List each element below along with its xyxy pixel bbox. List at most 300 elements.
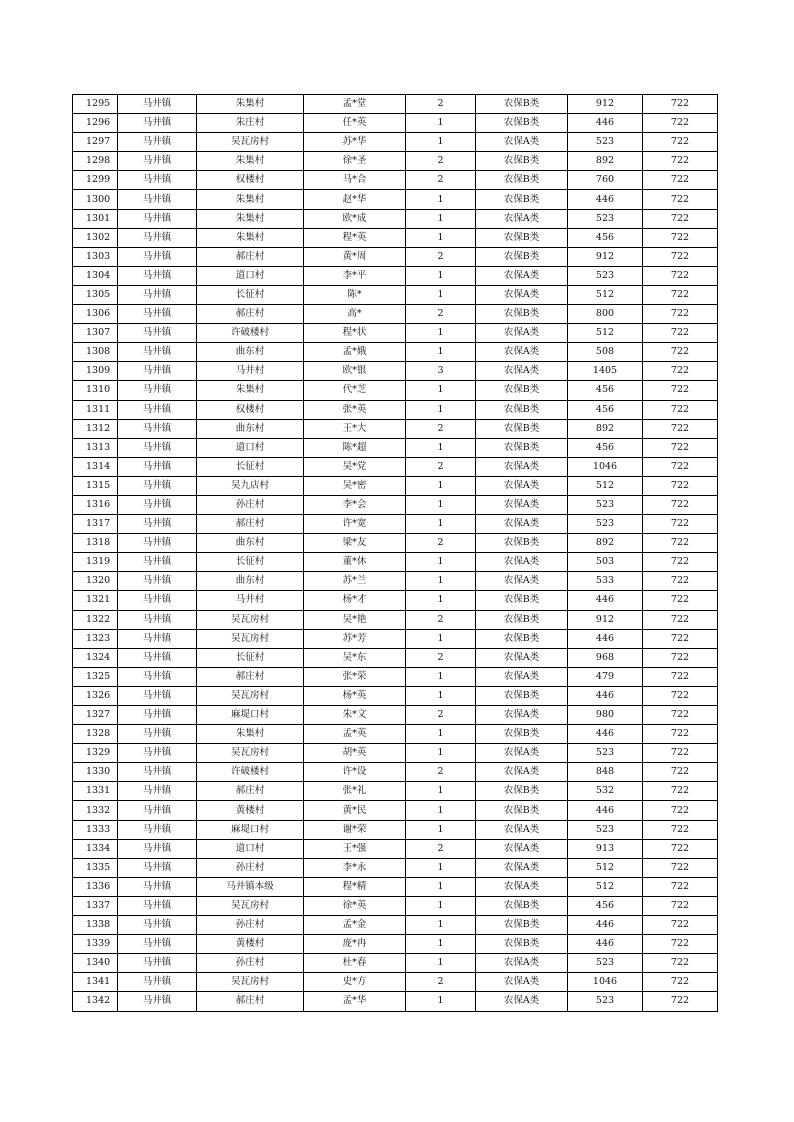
name-cell: 陈* <box>304 285 406 304</box>
town-cell: 马井镇 <box>118 858 197 877</box>
table-row <box>73 820 718 839</box>
standard-cell: 722 <box>643 457 718 476</box>
town-cell: 马井镇 <box>118 534 197 553</box>
count-cell: 2 <box>406 305 476 324</box>
amount-cell: 456 <box>568 896 643 915</box>
town-cell: 马井镇 <box>118 228 197 247</box>
records-table <box>72 94 718 1012</box>
row-number: 1299 <box>73 171 118 190</box>
table-row <box>73 457 718 476</box>
count-cell: 1 <box>406 954 476 973</box>
table-row <box>73 209 718 228</box>
name-cell: 吴*党 <box>304 457 406 476</box>
name-cell: 欧*成 <box>304 209 406 228</box>
village-cell: 道口村 <box>197 438 304 457</box>
amount-cell: 980 <box>568 706 643 725</box>
town-cell: 马井镇 <box>118 400 197 419</box>
amount-cell: 512 <box>568 476 643 495</box>
count-cell: 2 <box>406 839 476 858</box>
count-cell: 1 <box>406 877 476 896</box>
standard-cell: 722 <box>643 515 718 534</box>
village-cell: 曲东村 <box>197 572 304 591</box>
table-row <box>73 419 718 438</box>
village-cell: 权楼村 <box>197 400 304 419</box>
count-cell: 1 <box>406 858 476 877</box>
table-row <box>73 877 718 896</box>
town-cell: 马井镇 <box>118 133 197 152</box>
village-cell: 道口村 <box>197 266 304 285</box>
row-number: 1329 <box>73 744 118 763</box>
row-number: 1335 <box>73 858 118 877</box>
name-cell: 许*设 <box>304 763 406 782</box>
amount-cell: 523 <box>568 744 643 763</box>
row-number: 1305 <box>73 285 118 304</box>
village-cell: 郝庄村 <box>197 247 304 266</box>
category-cell: 农保B类 <box>476 114 568 133</box>
village-cell: 长征村 <box>197 553 304 572</box>
table-body <box>73 95 718 1012</box>
count-cell: 1 <box>406 686 476 705</box>
amount-cell: 512 <box>568 877 643 896</box>
amount-cell: 479 <box>568 667 643 686</box>
town-cell: 马井镇 <box>118 782 197 801</box>
count-cell: 2 <box>406 610 476 629</box>
row-number: 1325 <box>73 667 118 686</box>
town-cell: 马井镇 <box>118 419 197 438</box>
town-cell: 马井镇 <box>118 992 197 1011</box>
count-cell: 1 <box>406 285 476 304</box>
category-cell: 农保A类 <box>476 744 568 763</box>
amount-cell: 1405 <box>568 362 643 381</box>
standard-cell: 722 <box>643 305 718 324</box>
table-row <box>73 801 718 820</box>
count-cell: 1 <box>406 553 476 572</box>
standard-cell: 722 <box>643 228 718 247</box>
town-cell: 马井镇 <box>118 820 197 839</box>
standard-cell: 722 <box>643 400 718 419</box>
village-cell: 许破楼村 <box>197 763 304 782</box>
row-number: 1334 <box>73 839 118 858</box>
row-number: 1312 <box>73 419 118 438</box>
category-cell: 农保B类 <box>476 419 568 438</box>
row-number: 1342 <box>73 992 118 1011</box>
standard-cell: 722 <box>643 209 718 228</box>
table-row <box>73 916 718 935</box>
amount-cell: 446 <box>568 629 643 648</box>
standard-cell: 722 <box>643 973 718 992</box>
amount-cell: 446 <box>568 801 643 820</box>
table-row <box>73 305 718 324</box>
amount-cell: 523 <box>568 495 643 514</box>
town-cell: 马井镇 <box>118 152 197 171</box>
standard-cell: 722 <box>643 438 718 457</box>
row-number: 1340 <box>73 954 118 973</box>
amount-cell: 456 <box>568 381 643 400</box>
name-cell: 代*芝 <box>304 381 406 400</box>
table-row <box>73 973 718 992</box>
amount-cell: 512 <box>568 858 643 877</box>
name-cell: 吴*密 <box>304 476 406 495</box>
count-cell: 1 <box>406 324 476 343</box>
category-cell: 农保B类 <box>476 247 568 266</box>
count-cell: 1 <box>406 992 476 1011</box>
count-cell: 1 <box>406 801 476 820</box>
village-cell: 吴瓦房村 <box>197 686 304 705</box>
name-cell: 许*宽 <box>304 515 406 534</box>
standard-cell: 722 <box>643 133 718 152</box>
category-cell: 农保A类 <box>476 209 568 228</box>
table-row <box>73 190 718 209</box>
standard-cell: 722 <box>643 916 718 935</box>
row-number: 1317 <box>73 515 118 534</box>
town-cell: 马井镇 <box>118 896 197 915</box>
town-cell: 马井镇 <box>118 285 197 304</box>
amount-cell: 523 <box>568 992 643 1011</box>
row-number: 1323 <box>73 629 118 648</box>
standard-cell: 722 <box>643 419 718 438</box>
town-cell: 马井镇 <box>118 686 197 705</box>
village-cell: 长征村 <box>197 285 304 304</box>
village-cell: 吴瓦房村 <box>197 629 304 648</box>
standard-cell: 722 <box>643 362 718 381</box>
standard-cell: 722 <box>643 266 718 285</box>
count-cell: 2 <box>406 534 476 553</box>
category-cell: 农保A类 <box>476 648 568 667</box>
amount-cell: 503 <box>568 553 643 572</box>
amount-cell: 512 <box>568 285 643 304</box>
town-cell: 马井镇 <box>118 171 197 190</box>
village-cell: 朱集村 <box>197 725 304 744</box>
category-cell: 农保A类 <box>476 362 568 381</box>
town-cell: 马井镇 <box>118 706 197 725</box>
category-cell: 农保A类 <box>476 572 568 591</box>
name-cell: 孟*金 <box>304 916 406 935</box>
category-cell: 农保B类 <box>476 381 568 400</box>
standard-cell: 722 <box>643 858 718 877</box>
village-cell: 孙庄村 <box>197 954 304 973</box>
standard-cell: 722 <box>643 629 718 648</box>
category-cell: 农保A类 <box>476 954 568 973</box>
count-cell: 1 <box>406 476 476 495</box>
row-number: 1338 <box>73 916 118 935</box>
standard-cell: 722 <box>643 706 718 725</box>
count-cell: 2 <box>406 763 476 782</box>
town-cell: 马井镇 <box>118 362 197 381</box>
town-cell: 马井镇 <box>118 916 197 935</box>
name-cell: 陈*超 <box>304 438 406 457</box>
name-cell: 庞*冉 <box>304 935 406 954</box>
name-cell: 李*平 <box>304 266 406 285</box>
amount-cell: 913 <box>568 839 643 858</box>
amount-cell: 446 <box>568 114 643 133</box>
row-number: 1320 <box>73 572 118 591</box>
village-cell: 曲东村 <box>197 343 304 362</box>
village-cell: 黄楼村 <box>197 801 304 820</box>
count-cell: 1 <box>406 667 476 686</box>
row-number: 1330 <box>73 763 118 782</box>
amount-cell: 446 <box>568 190 643 209</box>
category-cell: 农保A类 <box>476 877 568 896</box>
town-cell: 马井镇 <box>118 667 197 686</box>
count-cell: 2 <box>406 419 476 438</box>
standard-cell: 722 <box>643 190 718 209</box>
village-cell: 曲东村 <box>197 419 304 438</box>
count-cell: 1 <box>406 228 476 247</box>
village-cell: 许破楼村 <box>197 324 304 343</box>
standard-cell: 722 <box>643 324 718 343</box>
count-cell: 1 <box>406 916 476 935</box>
row-number: 1296 <box>73 114 118 133</box>
village-cell: 权楼村 <box>197 171 304 190</box>
count-cell: 2 <box>406 973 476 992</box>
town-cell: 马井镇 <box>118 266 197 285</box>
name-cell: 梁*友 <box>304 534 406 553</box>
amount-cell: 523 <box>568 133 643 152</box>
amount-cell: 533 <box>568 572 643 591</box>
row-number: 1301 <box>73 209 118 228</box>
village-cell: 吴瓦房村 <box>197 133 304 152</box>
amount-cell: 912 <box>568 610 643 629</box>
name-cell: 徐*英 <box>304 896 406 915</box>
category-cell: 农保B类 <box>476 935 568 954</box>
category-cell: 农保A类 <box>476 457 568 476</box>
standard-cell: 722 <box>643 648 718 667</box>
row-number: 1322 <box>73 610 118 629</box>
count-cell: 1 <box>406 266 476 285</box>
town-cell: 马井镇 <box>118 114 197 133</box>
village-cell: 朱集村 <box>197 228 304 247</box>
town-cell: 马井镇 <box>118 973 197 992</box>
name-cell: 张*英 <box>304 400 406 419</box>
row-number: 1303 <box>73 247 118 266</box>
table-row <box>73 858 718 877</box>
count-cell: 1 <box>406 515 476 534</box>
standard-cell: 722 <box>643 534 718 553</box>
village-cell: 朱集村 <box>197 95 304 114</box>
row-number: 1328 <box>73 725 118 744</box>
row-number: 1324 <box>73 648 118 667</box>
table-row <box>73 667 718 686</box>
name-cell: 张*荣 <box>304 667 406 686</box>
name-cell: 徐*圣 <box>304 152 406 171</box>
count-cell: 1 <box>406 381 476 400</box>
name-cell: 李*永 <box>304 858 406 877</box>
row-number: 1313 <box>73 438 118 457</box>
standard-cell: 722 <box>643 935 718 954</box>
standard-cell: 722 <box>643 247 718 266</box>
name-cell: 苏*华 <box>304 133 406 152</box>
table-row <box>73 896 718 915</box>
amount-cell: 523 <box>568 209 643 228</box>
table-row <box>73 839 718 858</box>
town-cell: 马井镇 <box>118 95 197 114</box>
town-cell: 马井镇 <box>118 839 197 858</box>
standard-cell: 722 <box>643 686 718 705</box>
standard-cell: 722 <box>643 476 718 495</box>
category-cell: 农保A类 <box>476 992 568 1011</box>
category-cell: 农保A类 <box>476 476 568 495</box>
amount-cell: 446 <box>568 935 643 954</box>
row-number: 1339 <box>73 935 118 954</box>
town-cell: 马井镇 <box>118 877 197 896</box>
count-cell: 1 <box>406 133 476 152</box>
row-number: 1309 <box>73 362 118 381</box>
table-row <box>73 362 718 381</box>
town-cell: 马井镇 <box>118 305 197 324</box>
village-cell: 吴瓦房村 <box>197 610 304 629</box>
category-cell: 农保B类 <box>476 400 568 419</box>
town-cell: 马井镇 <box>118 381 197 400</box>
town-cell: 马井镇 <box>118 763 197 782</box>
village-cell: 朱集村 <box>197 190 304 209</box>
name-cell: 杨*英 <box>304 686 406 705</box>
table-row <box>73 725 718 744</box>
name-cell: 马*合 <box>304 171 406 190</box>
count-cell: 1 <box>406 190 476 209</box>
table-row <box>73 324 718 343</box>
table-row <box>73 706 718 725</box>
name-cell: 程*精 <box>304 877 406 896</box>
standard-cell: 722 <box>643 667 718 686</box>
table-row <box>73 266 718 285</box>
village-cell: 郝庄村 <box>197 515 304 534</box>
standard-cell: 722 <box>643 820 718 839</box>
category-cell: 农保A类 <box>476 495 568 514</box>
town-cell: 马井镇 <box>118 209 197 228</box>
row-number: 1332 <box>73 801 118 820</box>
table-row <box>73 400 718 419</box>
count-cell: 2 <box>406 152 476 171</box>
village-cell: 朱庄村 <box>197 114 304 133</box>
town-cell: 马井镇 <box>118 476 197 495</box>
amount-cell: 523 <box>568 515 643 534</box>
count-cell: 1 <box>406 744 476 763</box>
table-row <box>73 133 718 152</box>
count-cell: 1 <box>406 896 476 915</box>
row-number: 1319 <box>73 553 118 572</box>
category-cell: 农保B类 <box>476 916 568 935</box>
town-cell: 马井镇 <box>118 324 197 343</box>
row-number: 1308 <box>73 343 118 362</box>
village-cell: 麻堤口村 <box>197 820 304 839</box>
row-number: 1327 <box>73 706 118 725</box>
category-cell: 农保A类 <box>476 553 568 572</box>
table-row <box>73 495 718 514</box>
village-cell: 郝庄村 <box>197 782 304 801</box>
category-cell: 农保B类 <box>476 171 568 190</box>
amount-cell: 760 <box>568 171 643 190</box>
name-cell: 黄*周 <box>304 247 406 266</box>
count-cell: 1 <box>406 629 476 648</box>
table-row <box>73 114 718 133</box>
name-cell: 谢*荣 <box>304 820 406 839</box>
category-cell: 农保A类 <box>476 266 568 285</box>
village-cell: 孙庄村 <box>197 495 304 514</box>
row-number: 1297 <box>73 133 118 152</box>
table-row <box>73 744 718 763</box>
town-cell: 马井镇 <box>118 725 197 744</box>
standard-cell: 722 <box>643 801 718 820</box>
category-cell: 农保A类 <box>476 515 568 534</box>
category-cell: 农保B类 <box>476 591 568 610</box>
category-cell: 农保B类 <box>476 190 568 209</box>
row-number: 1326 <box>73 686 118 705</box>
name-cell: 赵*华 <box>304 190 406 209</box>
count-cell: 2 <box>406 706 476 725</box>
town-cell: 马井镇 <box>118 591 197 610</box>
name-cell: 杜*春 <box>304 954 406 973</box>
town-cell: 马井镇 <box>118 457 197 476</box>
row-number: 1304 <box>73 266 118 285</box>
amount-cell: 456 <box>568 228 643 247</box>
table-row <box>73 763 718 782</box>
table-row <box>73 343 718 362</box>
category-cell: 农保A类 <box>476 667 568 686</box>
category-cell: 农保B类 <box>476 686 568 705</box>
standard-cell: 722 <box>643 171 718 190</box>
count-cell: 2 <box>406 171 476 190</box>
amount-cell: 892 <box>568 152 643 171</box>
village-cell: 曲东村 <box>197 534 304 553</box>
category-cell: 农保A类 <box>476 324 568 343</box>
table-row <box>73 648 718 667</box>
count-cell: 1 <box>406 782 476 801</box>
village-cell: 长征村 <box>197 457 304 476</box>
amount-cell: 800 <box>568 305 643 324</box>
town-cell: 马井镇 <box>118 954 197 973</box>
standard-cell: 722 <box>643 381 718 400</box>
village-cell: 马井村 <box>197 362 304 381</box>
category-cell: 农保B类 <box>476 534 568 553</box>
amount-cell: 892 <box>568 534 643 553</box>
category-cell: 农保A类 <box>476 706 568 725</box>
amount-cell: 456 <box>568 400 643 419</box>
count-cell: 3 <box>406 362 476 381</box>
count-cell: 1 <box>406 935 476 954</box>
standard-cell: 722 <box>643 114 718 133</box>
town-cell: 马井镇 <box>118 572 197 591</box>
row-number: 1321 <box>73 591 118 610</box>
village-cell: 马井镇本级 <box>197 877 304 896</box>
category-cell: 农保A类 <box>476 763 568 782</box>
name-cell: 吴*艳 <box>304 610 406 629</box>
name-cell: 孟*堂 <box>304 95 406 114</box>
table-row <box>73 534 718 553</box>
amount-cell: 508 <box>568 343 643 362</box>
standard-cell: 722 <box>643 495 718 514</box>
row-number: 1300 <box>73 190 118 209</box>
amount-cell: 523 <box>568 266 643 285</box>
count-cell: 1 <box>406 495 476 514</box>
amount-cell: 446 <box>568 725 643 744</box>
name-cell: 朱*文 <box>304 706 406 725</box>
category-cell: 农保B类 <box>476 228 568 247</box>
town-cell: 马井镇 <box>118 744 197 763</box>
count-cell: 1 <box>406 820 476 839</box>
row-number: 1315 <box>73 476 118 495</box>
row-number: 1314 <box>73 457 118 476</box>
table-row <box>73 95 718 114</box>
count-cell: 2 <box>406 457 476 476</box>
table-row <box>73 686 718 705</box>
row-number: 1337 <box>73 896 118 915</box>
name-cell: 程*英 <box>304 228 406 247</box>
category-cell: 农保B类 <box>476 629 568 648</box>
amount-cell: 1046 <box>568 457 643 476</box>
amount-cell: 446 <box>568 686 643 705</box>
amount-cell: 912 <box>568 95 643 114</box>
count-cell: 2 <box>406 247 476 266</box>
